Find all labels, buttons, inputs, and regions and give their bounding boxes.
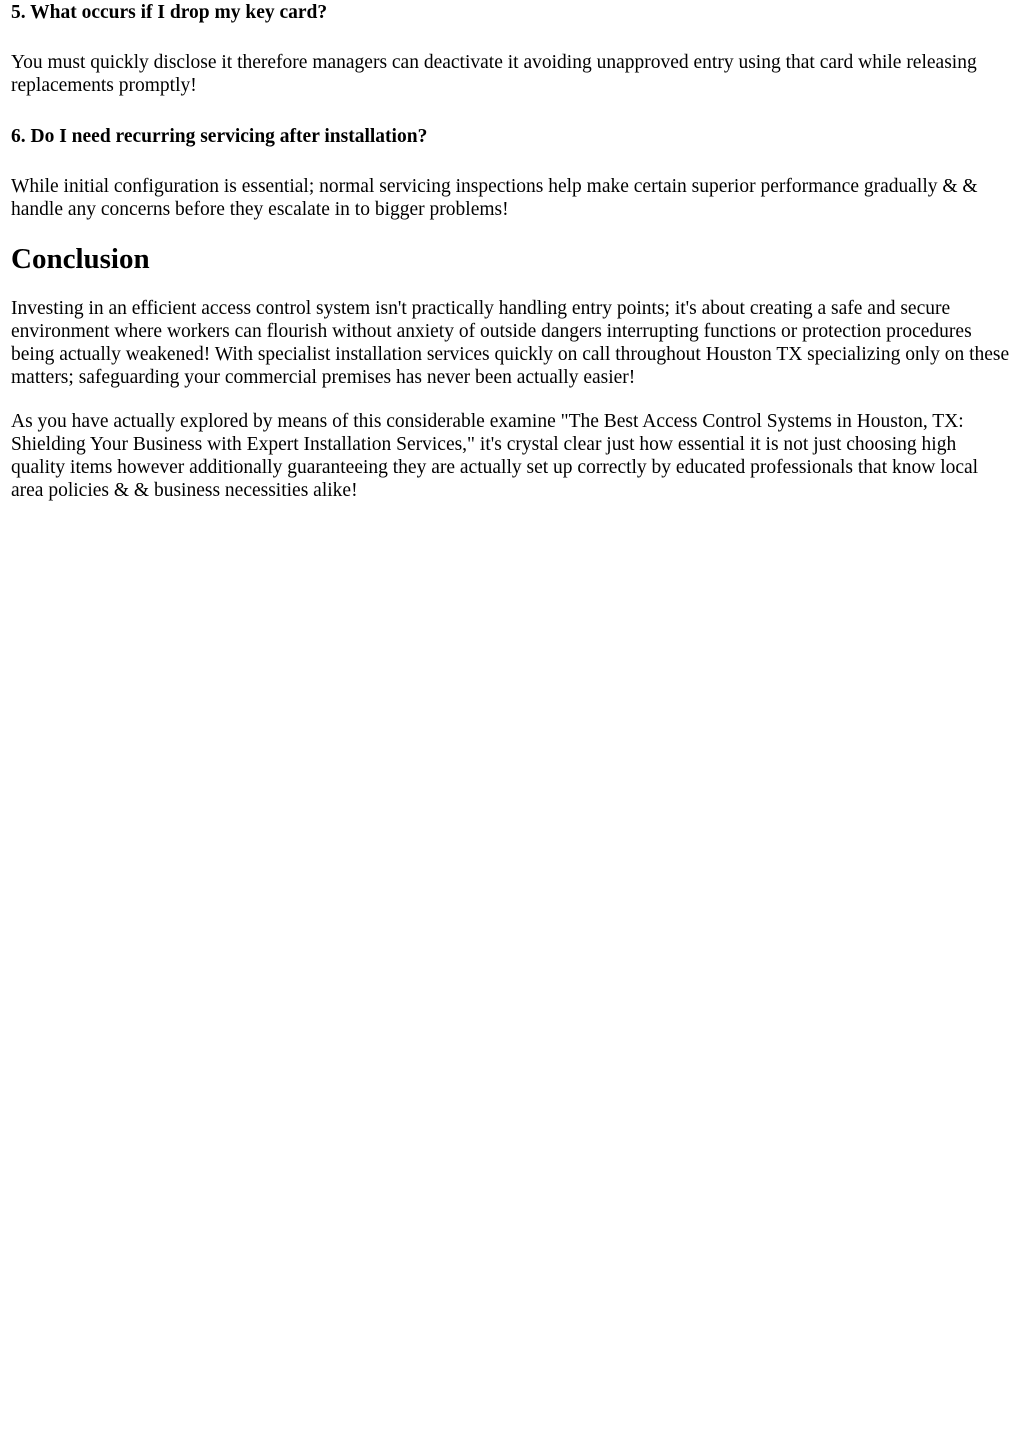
faq-question-6: 6. Do I need recurring servicing after installation? (11, 126, 428, 147)
faq-answer-6: While initial configuration is essential; normal servicing inspections help make certain superior performance gradually & & handle any concerns before they escalate in to bigger problems! (11, 176, 978, 220)
conclusion-heading: Conclusion (11, 243, 150, 275)
article-content (0, 0, 1024, 502)
conclusion-paragraph-2: As you have actually explored by means of this considerable examine "The Best Access Control Systems in Houston, TX: Shielding Your Business with Expert Installation Services," it's crystal clear just how essential it is not just choosing high quality items however additionally guaranteeing they are actually set up correctly by educated professionals that know local area policies & & business necessities alike! (11, 411, 979, 501)
faq-answer-5: You must quickly disclose it therefore managers can deactivate it avoiding unapproved entry using that card while releasing replacements promptly! (11, 52, 977, 96)
conclusion-paragraph-1: Investing in an efficient access control system isn't practically handling entry points; it's about creating a safe and secure environment where workers can flourish without anxiety of outside dangers interrupting functions or protection procedures being actually weakened! With specialist installation services quickly on call throughout Houston TX specializing only on these matters; safeguarding your commercial premises has never been actually easier! (11, 298, 1010, 388)
faq-question-5: 5. What occurs if I drop my key card? (11, 2, 328, 23)
